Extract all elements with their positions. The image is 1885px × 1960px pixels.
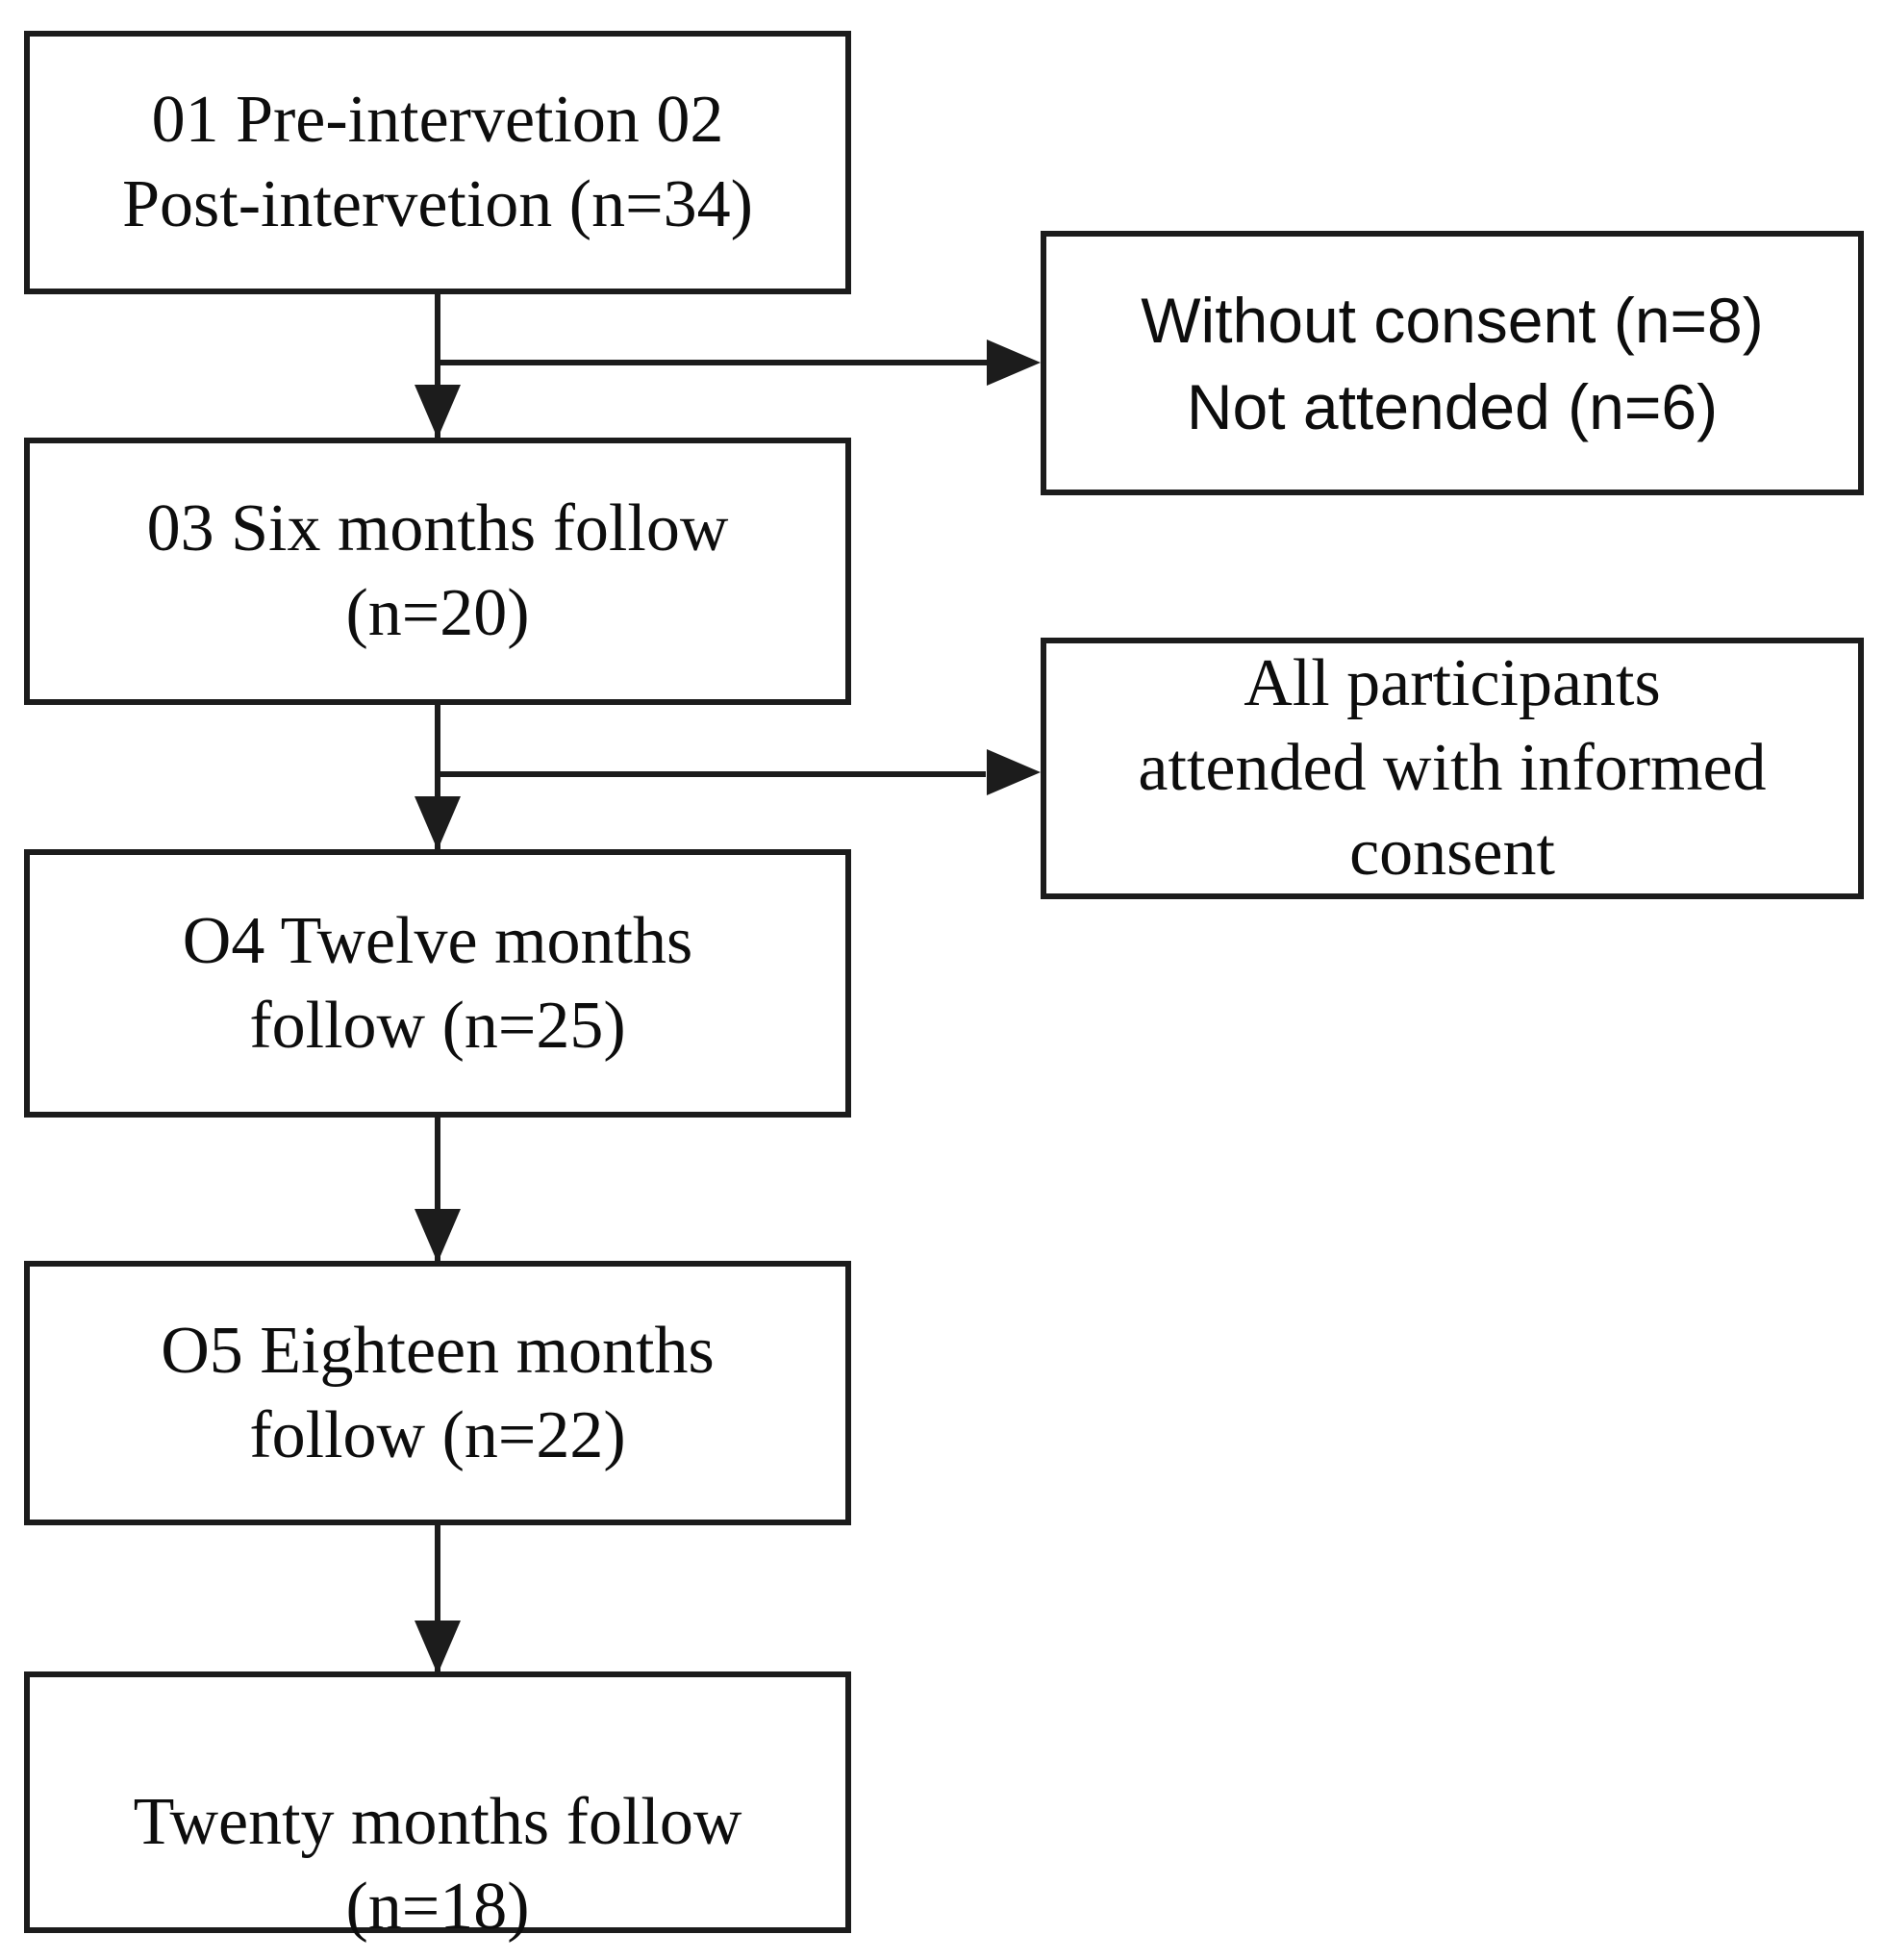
box-text-line: attended with informed — [1138, 731, 1767, 805]
flow-box-eighteen-months-follow — [24, 1261, 851, 1525]
box-text-line: Not attended (n=6) — [1186, 370, 1719, 442]
arrowhead-down-into-six-months — [415, 385, 461, 439]
box-text-line: O4 Twelve months — [182, 903, 693, 978]
arrowhead-down-into-twelve-months — [415, 796, 461, 850]
connector-line-branch-informed-consent — [438, 771, 986, 777]
box-text-line: follow (n=25) — [249, 988, 626, 1063]
flow-box-without-consent — [1041, 231, 1864, 495]
box-text-line: 03 Six months follow — [146, 491, 729, 565]
box-text-line: Post-intervetion (n=34) — [122, 167, 753, 241]
flow-box-pre-post-intervention — [24, 31, 851, 294]
flow-box-twelve-months-follow — [24, 849, 851, 1118]
flow-box-twenty-months-follow — [24, 1671, 851, 1944]
box-text-line: (n=18) — [345, 1870, 530, 1944]
box-text-line: All participants — [1244, 646, 1661, 720]
flow-box-informed-consent — [1041, 638, 1864, 899]
flow-box-six-months-follow — [24, 438, 851, 705]
arrowhead-down-into-twenty-months — [415, 1621, 461, 1674]
arrowhead-right-into-informed-consent — [987, 749, 1041, 795]
connector-line-branch-without-consent — [438, 360, 991, 365]
box-text-line: O5 Eighteen months — [161, 1313, 715, 1388]
box-text-line: Without consent (n=8) — [1141, 284, 1764, 356]
box-text-line: (n=20) — [345, 576, 530, 650]
arrowhead-right-into-without-consent — [987, 339, 1041, 386]
arrowhead-down-into-eighteen-months — [415, 1209, 461, 1263]
box-text-line: 01 Pre-intervetion 02 — [151, 83, 724, 157]
box-text-line: Twenty months follow — [133, 1785, 742, 1859]
box-text-line: follow (n=22) — [249, 1397, 626, 1472]
box-text-line: consent — [1349, 816, 1555, 890]
